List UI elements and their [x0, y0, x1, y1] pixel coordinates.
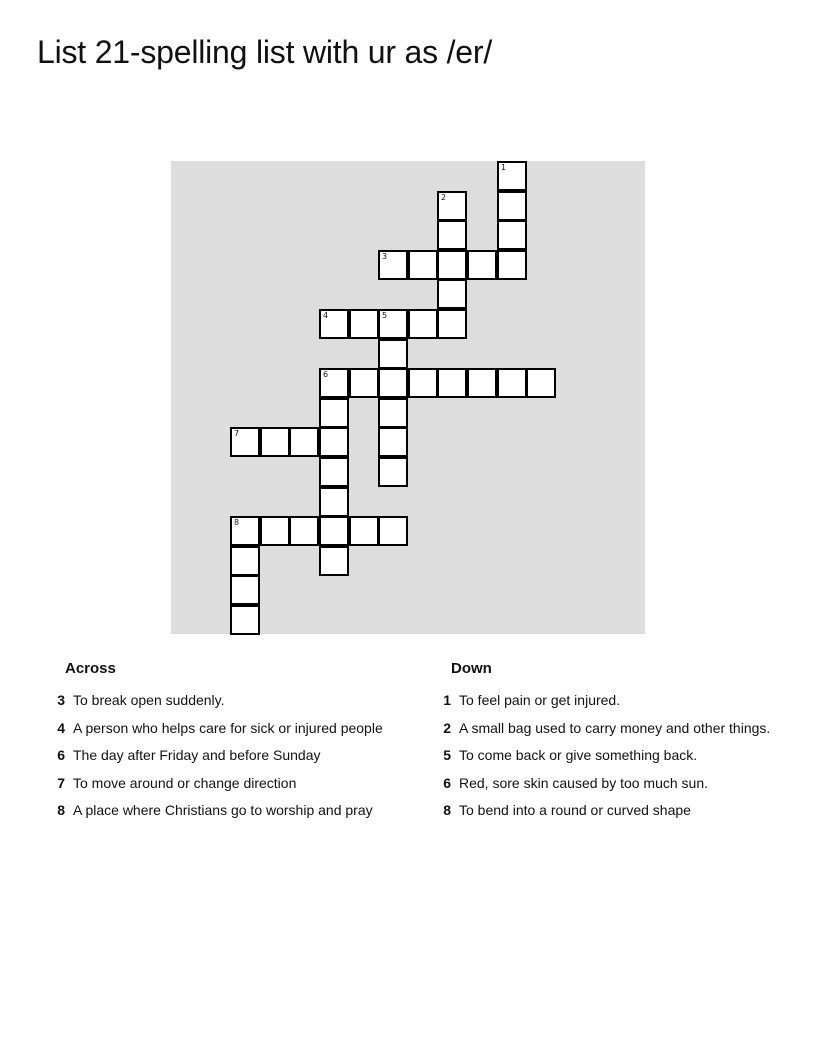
crossword-grid: [171, 161, 645, 634]
clue-text: To bend into a round or curved shape: [459, 802, 691, 818]
grid-cell[interactable]: [349, 309, 379, 339]
grid-cell[interactable]: [437, 309, 467, 339]
grid-cell[interactable]: [289, 427, 319, 457]
clue-text: Red, sore skin caused by too much sun.: [459, 774, 709, 791]
grid-cell[interactable]: [408, 309, 438, 339]
grid-cell[interactable]: [437, 220, 467, 250]
grid-cell[interactable]: [319, 398, 349, 428]
grid-cell[interactable]: [230, 575, 260, 605]
grid-cell[interactable]: [230, 427, 260, 457]
clue-number: 6: [443, 774, 451, 791]
grid-cell[interactable]: [319, 368, 349, 398]
grid-cell[interactable]: [230, 605, 260, 635]
grid-cell[interactable]: [319, 309, 349, 339]
grid-cell[interactable]: [437, 279, 467, 309]
grid-cell[interactable]: [497, 161, 527, 191]
grid-cell[interactable]: [319, 546, 349, 576]
grid-cell[interactable]: [319, 427, 349, 457]
clue-number: 8: [443, 802, 451, 818]
grid-cell[interactable]: [467, 368, 497, 398]
grid-cell[interactable]: [408, 368, 438, 398]
grid-cell[interactable]: [467, 250, 497, 280]
clue-number: 7: [57, 774, 65, 791]
clue-text: To break open suddenly.: [73, 692, 225, 708]
clue-text: The day after Friday and before Sunday: [73, 747, 321, 763]
clue-number: 8: [234, 518, 240, 527]
grid-cell[interactable]: [378, 250, 408, 280]
clue-text: A person who helps care for sick or injured people: [73, 719, 383, 736]
across-heading: Across: [65, 660, 116, 677]
grid-cell[interactable]: [497, 368, 527, 398]
clue-number: 7: [234, 429, 240, 438]
clue-number: 6: [323, 370, 329, 379]
clue-number: 3: [382, 252, 388, 261]
clue-number: 3: [57, 692, 65, 708]
grid-cell[interactable]: [437, 250, 467, 280]
grid-cell[interactable]: [378, 457, 408, 487]
clue-number: 5: [382, 311, 388, 320]
grid-cell[interactable]: [260, 427, 290, 457]
clue-text: A small bag used to carry money and other things.: [459, 719, 771, 736]
clue-text: To come back or give something back.: [459, 747, 698, 763]
clue-number: 4: [57, 719, 65, 736]
grid-cell[interactable]: [497, 191, 527, 221]
clue-number: 6: [57, 747, 65, 763]
grid-cell[interactable]: [319, 487, 349, 517]
grid-cell[interactable]: [289, 516, 319, 546]
clue-number: 5: [443, 747, 451, 763]
clue-text: To feel pain or get injured.: [459, 692, 621, 708]
grid-cell[interactable]: [437, 368, 467, 398]
grid-cell[interactable]: [437, 191, 467, 221]
clue-text: A place where Christians go to worship and pray: [73, 802, 373, 818]
clue-number: 8: [57, 802, 65, 818]
grid-cell[interactable]: [408, 250, 438, 280]
grid-cell[interactable]: [349, 516, 379, 546]
clue-text: To move around or change direction: [73, 774, 297, 791]
grid-cell[interactable]: [497, 220, 527, 250]
grid-cell[interactable]: [378, 368, 408, 398]
clue-number: 1: [443, 692, 451, 708]
grid-cell[interactable]: [260, 516, 290, 546]
clue-number: 1: [501, 163, 507, 172]
page-title: List 21-spelling list with ur as /er/: [37, 34, 493, 70]
grid-cell[interactable]: [378, 427, 408, 457]
clue-number: 2: [441, 193, 447, 202]
grid-cell[interactable]: [378, 516, 408, 546]
grid-cell[interactable]: [349, 368, 379, 398]
grid-cell[interactable]: [319, 457, 349, 487]
grid-cell[interactable]: [526, 368, 556, 398]
grid-cell[interactable]: [319, 516, 349, 546]
clue-number: 2: [443, 719, 451, 736]
grid-cell[interactable]: [378, 398, 408, 428]
grid-cell[interactable]: [378, 339, 408, 369]
clue-number: 4: [323, 311, 329, 320]
grid-cell[interactable]: [378, 309, 408, 339]
grid-cell[interactable]: [497, 250, 527, 280]
grid-cell[interactable]: [230, 546, 260, 576]
grid-cell[interactable]: [230, 516, 260, 546]
down-heading: Down: [451, 660, 492, 677]
